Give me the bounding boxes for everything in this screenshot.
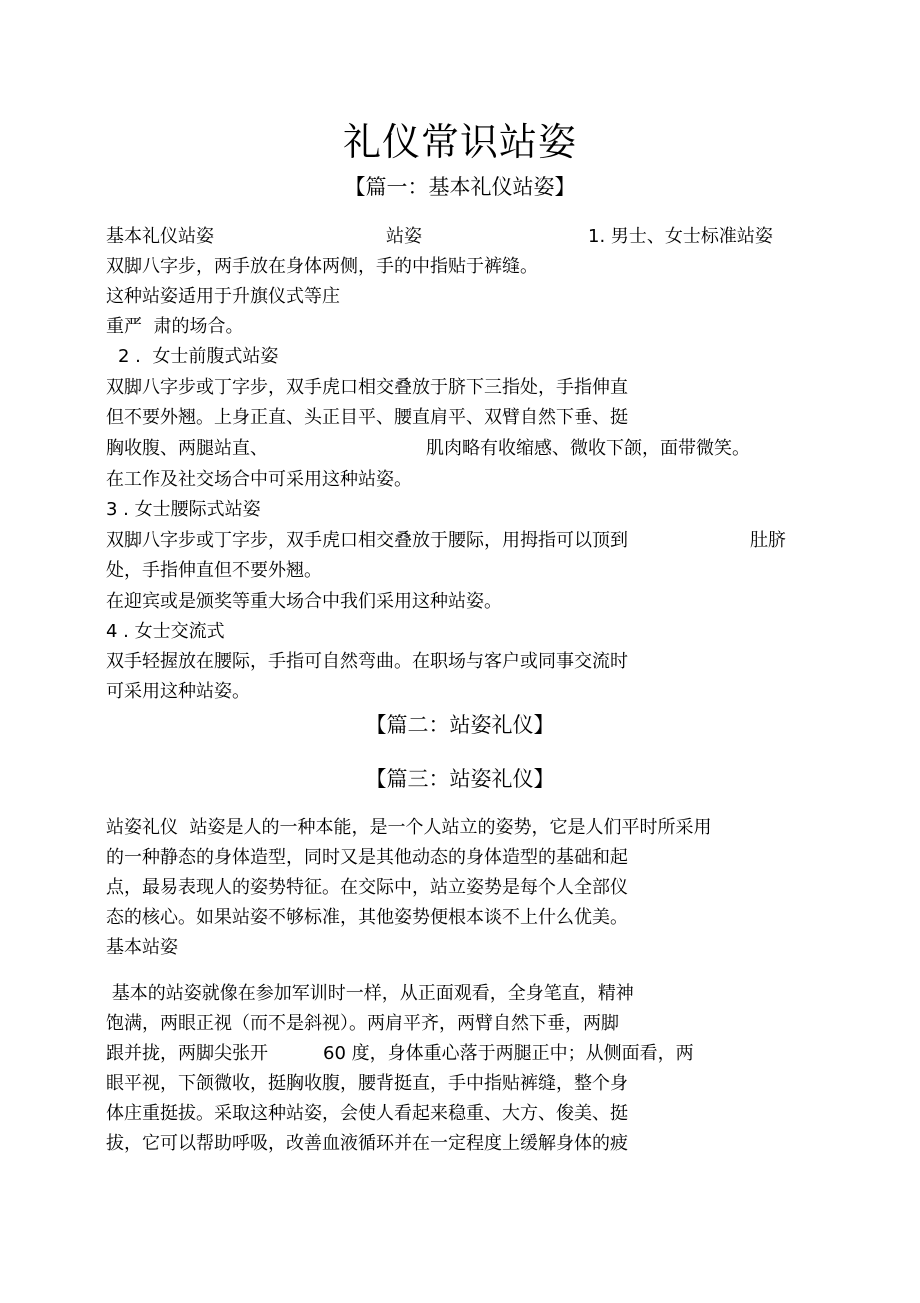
text-line: 在工作及社交场合中可采用这种站姿。 — [106, 469, 412, 490]
text-line: 拔，它可以帮助呼吸，改善血液循环并在一定程度上缓解身体的疲 — [106, 1133, 628, 1154]
text-line: 的一种静态的身体造型，同时又是其他动态的身体造型的基础和起 — [106, 847, 628, 868]
text-line: 态的核心。如果站姿不够标准，其他姿势便根本谈不上什么优美。 — [106, 907, 628, 928]
text-line: 4 . 女士交流式 — [106, 621, 225, 642]
text-line: 3 . 女士腰际式站姿 — [106, 499, 261, 520]
text-line: 可采用这种站姿。 — [106, 681, 250, 702]
text-line: 基本的站姿就像在参加军训时一样，从正面观看，全身笔直，精神 — [106, 983, 634, 1004]
text-line: 基本站姿 — [106, 937, 178, 958]
text-line: 双脚八字步或丁字步，双手虎口相交叠放于脐下三指处，手指伸直 — [106, 377, 628, 398]
text-line: 处，手指伸直但不要外翘。 — [106, 560, 322, 581]
text-line: 肚脐 — [750, 530, 786, 551]
text-line: 体庄重挺拔。采取这种站姿，会使人看起来稳重、大方、俊美、挺 — [106, 1103, 628, 1124]
text-line: 重严 肃的场合。 — [106, 316, 244, 337]
text-line: 双脚八字步或丁字步，双手虎口相交叠放于腰际，用拇指可以顶到 — [106, 530, 628, 551]
text-line: 1. 男士、女士标准站姿 — [588, 226, 773, 247]
text-line: 站姿礼仪 站姿是人的一种本能，是一个人站立的姿势，它是人们平时所采用 — [106, 817, 712, 838]
text-line: 这种站姿适用于升旗仪式等庄 — [106, 286, 340, 307]
text-line: 基本礼仪站姿 — [106, 226, 214, 247]
section-heading-3: 【篇三：站姿礼仪】 — [365, 767, 555, 791]
text-line: 双手轻握放在腰际，手指可自然弯曲。在职场与客户或同事交流时 — [106, 651, 628, 672]
text-line: 2 . 女士前腹式站姿 — [118, 346, 279, 367]
text-line: 肌肉略有收缩感、微收下颌，面带微笑。 — [426, 438, 750, 459]
text-line: 站姿 — [386, 226, 422, 247]
document-title: 礼仪常识站姿 — [342, 120, 577, 164]
text-line: 跟并拢，两脚尖张开 — [106, 1043, 268, 1064]
text-line: 在迎宾或是颁奖等重大场合中我们采用这种站姿。 — [106, 591, 502, 612]
text-line: 点，最易表现人的姿势特征。在交际中，站立姿势是每个人全部仪 — [106, 877, 628, 898]
text-line: 60 度，身体重心落于两腿正中；从侧面看，两 — [323, 1043, 694, 1064]
section-heading-1: 【篇一：基本礼仪站姿】 — [344, 175, 576, 199]
text-line: 眼平视，下颌微收，挺胸收腹，腰背挺直，手中指贴裤缝，整个身 — [106, 1073, 628, 1094]
section-heading-2: 【篇二：站姿礼仪】 — [365, 713, 555, 737]
text-line: 胸收腹、两腿站直、 — [106, 438, 268, 459]
text-line: 双脚八字步，两手放在身体两侧，手的中指贴于裤缝。 — [106, 256, 538, 277]
text-line: 饱满，两眼正视（而不是斜视）。两肩平齐，两臂自然下垂，两脚 — [106, 1013, 619, 1034]
text-line: 但不要外翘。上身正直、头正目平、腰直肩平、双臂自然下垂、挺 — [106, 407, 628, 428]
